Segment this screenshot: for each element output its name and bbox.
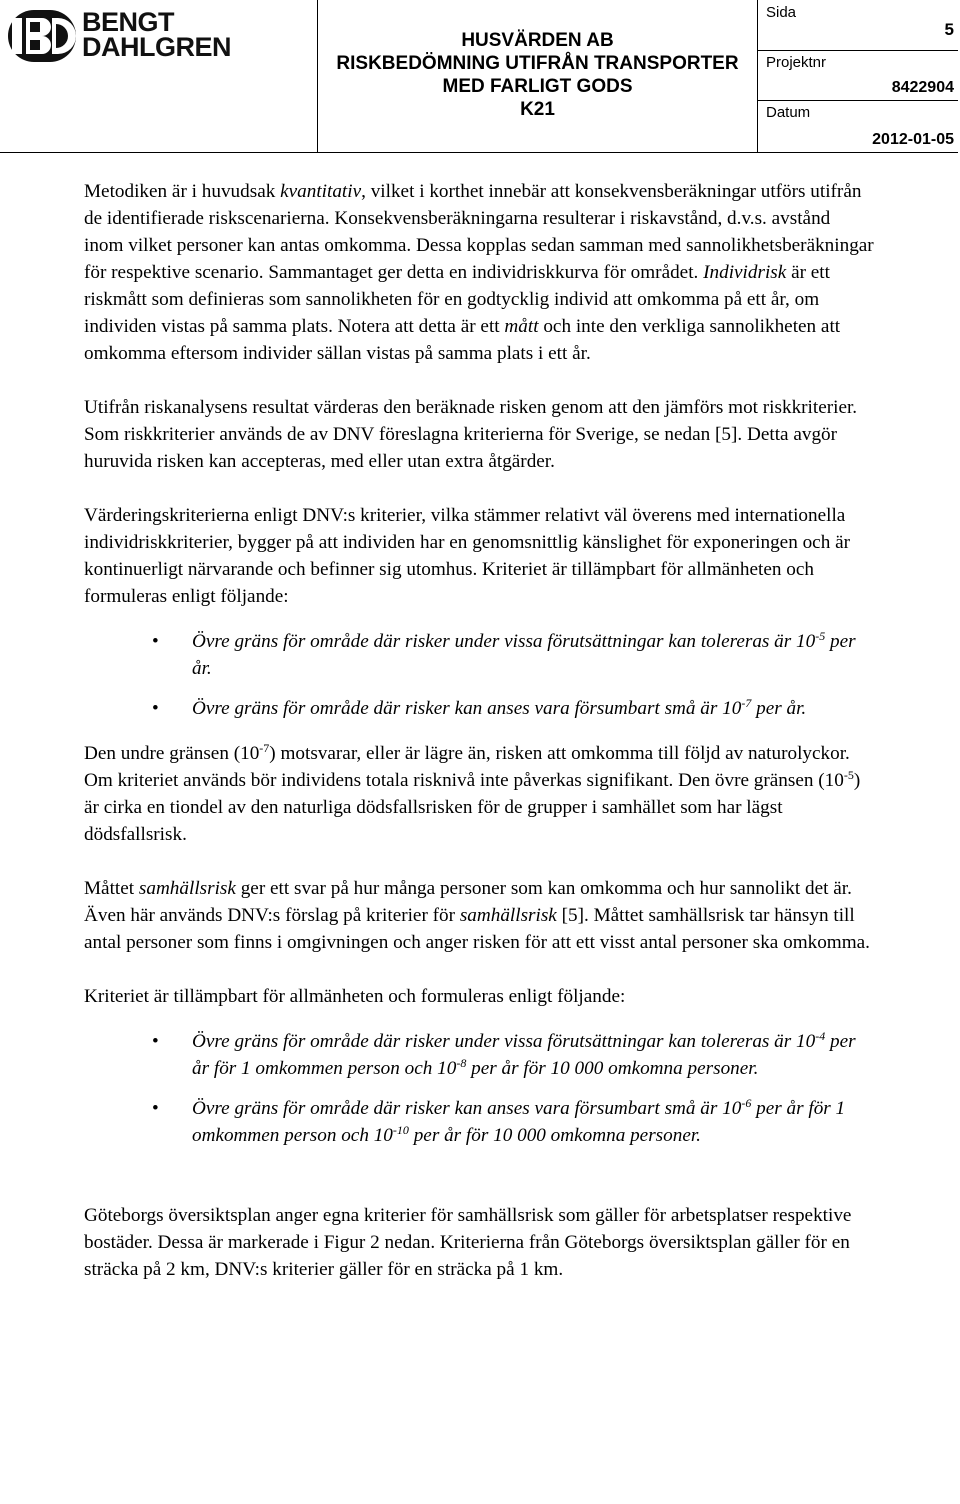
bd-logo-mark-icon — [8, 8, 78, 64]
list-item — [84, 628, 874, 682]
individual-risk-criteria-list — [84, 628, 874, 722]
text-run: per år för 1 omkommen person och 10 — [192, 1031, 856, 1079]
page-header — [0, 0, 958, 153]
exponent: -5 — [843, 768, 854, 782]
text-run: ger ett svar på hur många personer som kan omkomma och hur sannolikt det är. Även här används DNV:s förslag på kriterier för — [84, 878, 852, 926]
title-line-1: HUSVÄRDEN AB — [461, 30, 614, 51]
date-value: 2012-01-05 — [872, 131, 954, 148]
text-run: Den undre gränsen (10 — [84, 743, 260, 764]
paragraph-dnv-criteria: Värderingskriterierna enligt DNV:s kriterier, vilka stämmer relativt väl överens med internationella individriskkriterier, bygger på att individen har en genomsnittlig känslighet för exponeringen och är kontinuerligt närvarande och befinner sig utomhus. Kriteriet är tillämpbart för allmänheten och formuleras enligt följande: — [84, 505, 850, 607]
text-run: Övre gräns för område där risker kan anses vara försumbart små är 10 — [192, 698, 742, 719]
exponent: -4 — [815, 1029, 826, 1043]
text-run: Övre gräns för område där risker under vissa förutsättningar kan tolereras är 10 — [192, 1031, 816, 1052]
text-run: Övre gräns för område där risker kan anses vara försumbart små är 10 — [192, 1098, 742, 1119]
text-run: Övre gräns för område där risker under vissa förutsättningar kan tolereras är 10 — [192, 631, 816, 652]
paragraph-societal-risk — [84, 875, 874, 956]
emphasis: mått — [504, 316, 539, 337]
date-label: Datum — [766, 104, 811, 121]
text-run: ) motsvarar, eller är lägre än, risken att omkomma till följd av naturolyckor. Om kriteriet används bör individens totala risknivå inte påverkas signifikant. Den övre gränsen (10 — [84, 743, 850, 791]
text-run: per år. — [192, 631, 856, 679]
emphasis: Individrisk — [703, 262, 787, 283]
project-number: 8422904 — [891, 79, 954, 96]
exponent: -7 — [259, 741, 270, 755]
paragraph-risk-criteria: Utifrån riskanalysens resultat värderas den beräknade risken genom att den jämförs mot riskkriterier. Som riskkriterier används de av DNV föreslagna kriterierna för Sverige, se nedan [5]. Detta avgör huruvida risken kan accepteras, med eller utan extra åtgärder. — [84, 397, 858, 472]
exponent: -5 — [815, 629, 826, 643]
exponent: -6 — [741, 1096, 752, 1110]
logo-line-1: BENGT — [82, 7, 174, 37]
text-run: är ett riskmått som definieras som sannolikheten för en godtycklig individ att omkomma på ett år, om individen vistas på samma plats. Notera att detta är ett — [84, 262, 830, 337]
text-run: per år. — [751, 698, 807, 719]
paragraph-gothenburg: Göteborgs översiktsplan anger egna kriterier för samhällsrisk som gäller för arbetsplatser respektive bostäder. Dessa är markerade i Figur 2 nedan. Kriterierna från Göteborgs översiktsplan gäller för en sträcka på 2 km, DNV:s kriterier gäller för en sträcka på 1 km. — [84, 1205, 852, 1280]
page-number: 5 — [944, 20, 954, 39]
logo-wordmark — [82, 7, 231, 62]
emphasis: kvantitativ — [280, 181, 362, 202]
list-item — [84, 1028, 874, 1082]
text-run: per år för 10 000 omkomna personer. — [466, 1058, 759, 1079]
emphasis: samhällsrisk — [459, 905, 557, 926]
text-run: [5]. Måttet samhällsrisk tar hänsyn till antal personer som finns i omgivningen och anger risken för att ett visst antal personer ska omkomma. — [84, 905, 870, 953]
title-line-2: RISKBEDÖMNING UTIFRÅN TRANSPORTER — [336, 53, 739, 74]
paragraph-method — [84, 178, 874, 367]
page-label: Sida — [766, 4, 797, 21]
societal-risk-criteria-list — [84, 1028, 874, 1149]
text-run: per år för 1 omkommen person och 10 — [192, 1098, 846, 1146]
date-row — [758, 100, 958, 152]
exponent: -10 — [392, 1123, 409, 1137]
exponent: -8 — [456, 1056, 467, 1070]
title-line-4: K21 — [520, 99, 555, 120]
logo-cell — [0, 0, 318, 152]
meta-cell — [758, 0, 958, 152]
project-label: Projektnr — [766, 54, 827, 71]
company-logo — [8, 8, 238, 68]
exponent: -7 — [741, 696, 752, 710]
text-run: , vilket i korthet innebär att konsekvensberäkningar utförs utifrån de identifierade riskscenarierna. Konsekvensberäkningarna resulterar i riskavstånd, d.v.s. avstånd inom vilket personer kan antas omkomma. Dessa kopplas sedan samman med sannolikhetsberäkningar för respektive scenario. Sammantaget ger detta en individriskkurva för området. — [84, 181, 874, 283]
list-item — [84, 695, 874, 722]
project-number-row — [758, 50, 958, 101]
paragraph-limits — [84, 740, 874, 848]
page-number-row — [758, 0, 958, 51]
emphasis: samhällsrisk — [138, 878, 236, 899]
title-line-3: MED FARLIGT GODS — [442, 76, 633, 97]
text-run: Metodiken är i huvudsak — [84, 181, 281, 202]
logo-line-2: DAHLGREN — [82, 32, 231, 62]
document-title — [318, 0, 758, 152]
text-run: och inte den verkliga sannolikheten att omkomma eftersom individer sällan vistas på samma plats i ett år. — [84, 316, 841, 364]
text-run: per år för 10 000 omkomna personer. — [408, 1125, 701, 1146]
paragraph-criteria-intro: Kriteriet är tillämpbart för allmänheten och formuleras enligt följande: — [84, 986, 626, 1007]
spacer — [84, 1167, 874, 1202]
list-item — [84, 1095, 874, 1149]
text-run: ) är cirka en tiondel av den naturliga dödsfallsrisken för de grupper i samhället som har lägst dödsfallsrisk. — [84, 770, 861, 845]
document-body — [84, 178, 874, 1310]
text-run: Måttet — [84, 878, 139, 899]
